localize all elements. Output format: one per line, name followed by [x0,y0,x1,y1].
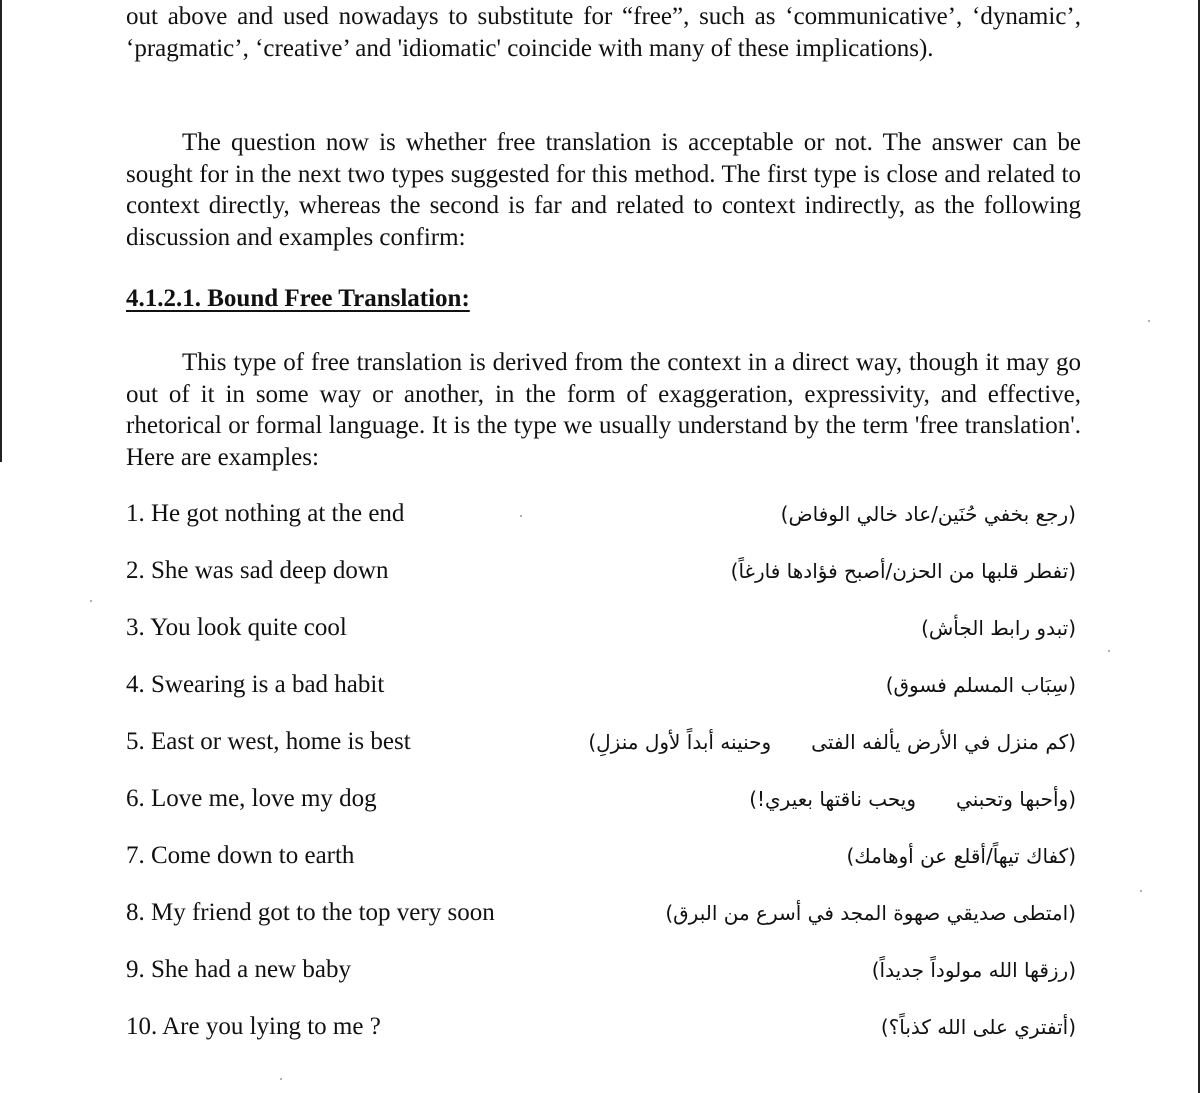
example-row [126,498,1076,530]
verse-second-hemistich: ويحب ناقتها بعيري!) [749,787,917,811]
example-row [126,612,1076,644]
example-arabic: (تفطر قلبها من الحزن/أصبح فؤادها فارغاً) [730,559,1076,583]
example-row [126,954,1076,986]
example-row [126,840,1076,872]
example-arabic: (امتطى صديقي صهوة المجد في أسرع من البرق) [665,901,1076,925]
example-english: 5. East or west, home is best [126,728,411,755]
example-arabic: (سِبَاب المسلم فسوق) [885,673,1076,697]
example-row [126,726,1076,758]
example-arabic: (تبدو رابط الجأش) [921,616,1076,640]
example-english: 8. My friend got to the top very soon [126,899,495,926]
example-english: 1. He got nothing at the end [126,500,405,527]
example-english: 10. Are you lying to me ? [126,1013,381,1040]
example-arabic: (كفاك تيهاً/أقلع عن أوهامك) [846,844,1076,868]
example-english: 7. Come down to earth [126,842,355,869]
scan-speck [90,600,92,602]
verse-first-hemistich: (كم منزل في الأرض يألفه الفتى [811,730,1076,754]
example-english: 9. She had a new baby [126,956,351,983]
example-row [126,1011,1076,1043]
paragraph-intro-tail: out above and used nowadays to substitute for “free”, such as ‘communicative’, ‘dynamic’, ‘pragmatic’, ‘creative’ and 'idiomatic' coincide with many of these implications). [126,3,1081,62]
example-english: 2. She was sad deep down [126,557,389,584]
example-row [126,783,1076,815]
scan-speck [1108,650,1110,652]
example-arabic: (أتفتري على الله كذباً؟) [880,1015,1076,1039]
example-row [126,669,1076,701]
example-arabic-verse [749,783,1076,815]
paragraph-question: The question now is whether free translation is acceptable or not. The answer can be sought for in the next two types suggested for this method. The first type is close and related to context directly, whereas the second is far and related to context indirectly, as the following discussion and examples confirm: [126,129,1081,251]
section-heading: 4.1.2.1. Bound Free Translation: [126,285,470,312]
example-english: 4. Swearing is a bad habit [126,671,385,698]
example-row [126,555,1076,587]
example-arabic-verse [588,726,1076,758]
paragraph-bound-intro: This type of free translation is derived from the context in a direct way, though it may go out of it in some way or another, in the form of exaggeration, expressivity, and effective, rhetorical or formal language. It is the type we usually understand by the term 'free translation'. Here are examples: [126,349,1081,471]
scan-speck [520,515,522,517]
verse-second-hemistich: وحنينه أبداً لأول منزلِ) [588,730,772,754]
example-arabic: (رجع بخفي حُنَين/عاد خالي الوفاض) [780,502,1076,526]
example-english: 6. Love me, love my dog [126,785,377,812]
example-english: 3. You look quite cool [126,614,347,641]
example-row [126,897,1076,929]
example-arabic: (رزقها الله مولوداً جديداً) [871,958,1076,982]
scan-speck [1148,320,1150,322]
verse-first-hemistich: (وأحبها وتحبني [956,787,1076,811]
scan-speck [1140,890,1142,892]
page-left-edge [0,0,2,462]
scan-speck [280,1078,282,1080]
